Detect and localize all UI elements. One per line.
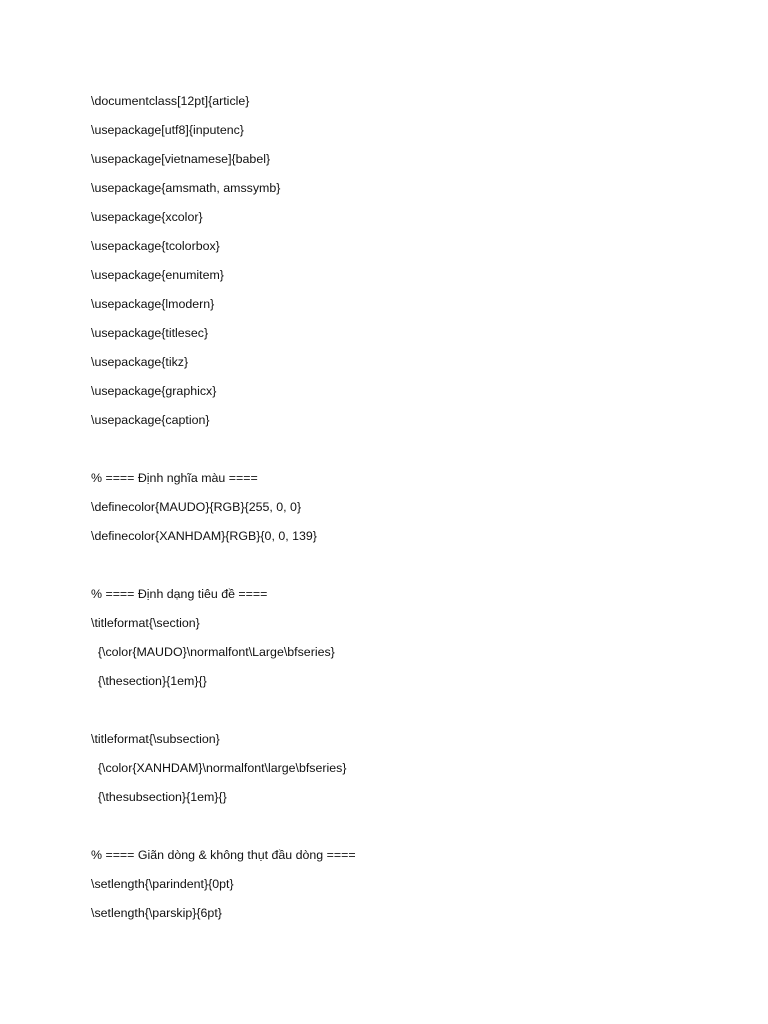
blank-line <box>91 440 711 469</box>
code-line: \usepackage{lmodern} <box>91 297 215 311</box>
comment-line: % ==== Định dạng tiêu đề ==== <box>91 587 268 601</box>
code-line: \usepackage{amsmath, amssymb} <box>91 181 281 195</box>
code-line: \usepackage{tcolorbox} <box>91 239 220 253</box>
code-line: {\color{MAUDO}\normalfont\Large\bfseries} <box>91 645 335 659</box>
code-line: {\thesubsection}{1em}{} <box>91 790 227 804</box>
comment-line: % ==== Giãn dòng & không thụt đầu dòng ==== <box>91 848 356 862</box>
code-line: \setlength{\parskip}{6pt} <box>91 906 222 920</box>
code-line: \usepackage[utf8]{inputenc} <box>91 123 244 137</box>
comment-line: % ==== Định nghĩa màu ==== <box>91 471 258 485</box>
code-line: \usepackage{enumitem} <box>91 268 224 282</box>
code-line: \documentclass[12pt]{article} <box>91 94 250 108</box>
code-line: \titleformat{\section} <box>91 616 200 630</box>
code-line: {\thesection}{1em}{} <box>91 674 207 688</box>
code-line: \usepackage{xcolor} <box>91 210 203 224</box>
document-body <box>91 92 711 933</box>
code-line: \usepackage{tikz} <box>91 355 189 369</box>
blank-line <box>91 817 711 846</box>
code-line: \usepackage{caption} <box>91 413 210 427</box>
code-line: \usepackage[vietnamese]{babel} <box>91 152 271 166</box>
blank-line <box>91 556 711 585</box>
code-line: \definecolor{XANHDAM}{RGB}{0, 0, 139} <box>91 529 317 543</box>
blank-line <box>91 701 711 730</box>
code-line: \setlength{\parindent}{0pt} <box>91 877 234 891</box>
code-line: \usepackage{titlesec} <box>91 326 209 340</box>
code-line: \usepackage{graphicx} <box>91 384 217 398</box>
code-line: \titleformat{\subsection} <box>91 732 220 746</box>
code-line: {\color{XANHDAM}\normalfont\large\bfseries} <box>91 761 347 775</box>
code-line: \definecolor{MAUDO}{RGB}{255, 0, 0} <box>91 500 302 514</box>
